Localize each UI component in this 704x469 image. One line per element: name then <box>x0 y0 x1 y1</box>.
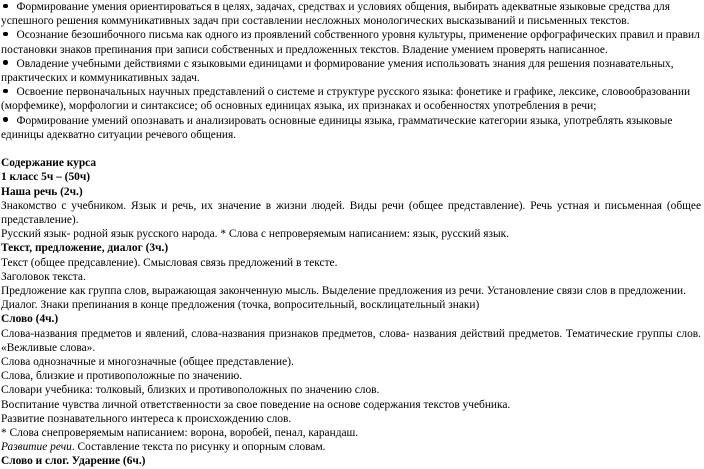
paragraph <box>1 440 701 454</box>
section-title-speech: Наша речь (2ч.) <box>1 185 83 198</box>
paragraph: Развитие познавательного интереса к происхождению слов. <box>1 412 292 425</box>
paragraph-text: . Составление текста по рисунку и опорным словам. <box>71 441 326 454</box>
bullet-icon <box>3 60 8 65</box>
paragraph: Слова, близкие и противоположные по значению. <box>1 370 243 383</box>
bullet-icon <box>3 117 8 122</box>
list-item-text: Освоение первоначальных научных представлений о системе и структуре русского языка: фонетике и графике, лексике, словообразовании (морфемике), морфологии и синтаксисе; об основных единицах языка, их признаках и особенностях употребления в речи; <box>1 86 691 113</box>
speech-development-label: Развитие речи <box>1 441 72 454</box>
list-item-text: Формирование умения ориентироваться в целях, задачах, средствах и условиях общения, выбирать адекватные языковые средства для успешного решения коммуникативных задач при составлении несложных монологических высказываний и письменных текстов. <box>1 1 670 28</box>
grade-heading: 1 класс 5ч – (50ч) <box>1 171 91 184</box>
list-item <box>1 57 701 85</box>
paragraph: Слова-названия предметов и явлений, слова-названия признаков предметов, слова- названия действий предметов. Тематические группы слов. «Вежливые слова». <box>1 327 701 354</box>
paragraph: Знакомство с учебником. Язык и речь, их значение в жизни людей. Виды речи (общее представление). Речь устная и письменная (общее представление). <box>1 199 701 227</box>
paragraph: Предложение как группа слов, выражающая законченную мысль. Выделение предложения из речи. Установление связи слов в предложении. <box>1 285 686 298</box>
spacer <box>1 142 701 156</box>
list-item-text: Формирование умений опознавать и анализировать основные единицы языка, грамматические категории языка, употреблять языковые единицы адекватно ситуации речевого общения. <box>1 114 673 141</box>
paragraph: Воспитание чувства личной ответственности за свое поведение на основе содержания текстов учебника. <box>1 398 511 411</box>
paragraph: Диалог. Знаки препинания в конце предложения (точка, вопросительный, восклицательный знаки) <box>1 299 480 312</box>
paragraph: Русский язык- родной язык русского народа. * Слова с непроверяемым написанием: язык, русский язык. <box>1 228 510 241</box>
goals-list <box>1 0 701 142</box>
paragraph: * Слова снепроверяемым написанием: ворона, воробей, пенал, карандаш. <box>1 427 359 440</box>
bullet-icon <box>3 32 8 37</box>
section-title-word: Слово (4ч.) <box>1 313 59 326</box>
paragraph: Заголовок текста. <box>1 270 86 283</box>
section-title-syllable: Слово и слог. Ударение (6ч.) <box>1 455 146 468</box>
list-item-text: Овладение учебными действиями с языковыми единицами и формирование умения использовать знания для решения познавательных, практических и коммуникативных задач. <box>1 57 674 85</box>
section-title-text: Текст, предложение, диалог (3ч.) <box>1 242 169 255</box>
bullet-icon <box>3 4 8 9</box>
list-item <box>1 28 701 56</box>
bullet-icon <box>3 89 8 94</box>
content-heading: Содержание курса <box>1 157 97 170</box>
list-item <box>1 85 701 113</box>
paragraph: Текст (общее предсавление). Смысловая связь предложений в тексте. <box>1 256 338 269</box>
paragraph: Слова однозначные и многозначные (общее представление). <box>1 356 294 369</box>
paragraph: Словари учебника: толковый, близких и противоположных по значению слов. <box>1 384 380 397</box>
list-item <box>1 114 701 142</box>
list-item <box>1 0 701 28</box>
list-item-text: Осознание безошибочного письма как одного из проявлений собственного уровня культуры, применение орфографических правил и правил постановки знаков препинания при записи собственных и предложенных текстов. Владение умением проверять написанное. <box>1 29 700 56</box>
